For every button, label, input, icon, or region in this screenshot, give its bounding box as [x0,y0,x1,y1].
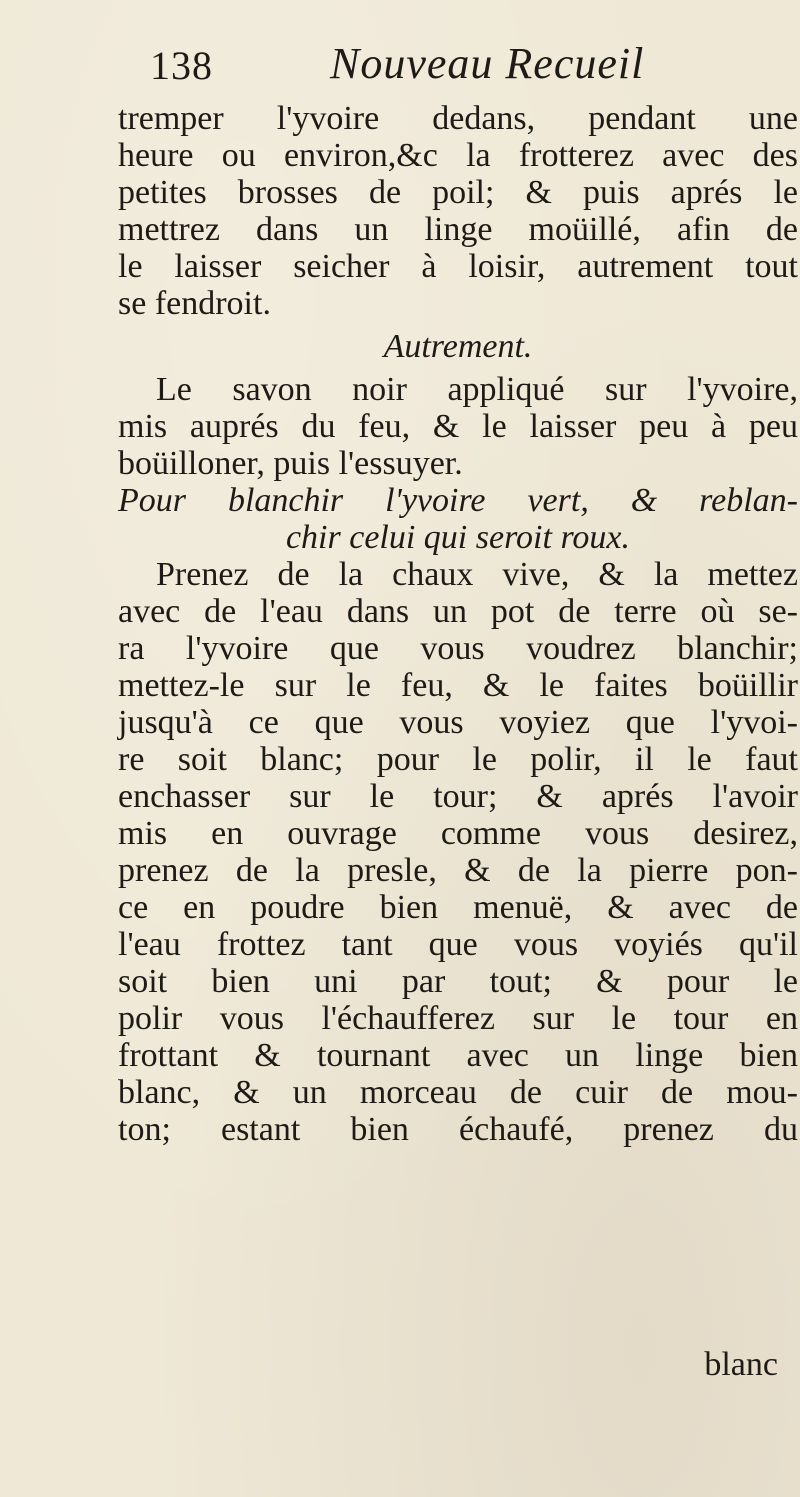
text-line: mettez-le sur le feu, & le faites boüillir [118,667,798,704]
text-line: blanc, & un morceau de cuir de mou- [118,1074,798,1111]
text-block [118,100,798,1148]
catchword: blanc [704,1346,778,1383]
text-line: re soit blanc; pour le polir, il le faut [118,741,798,778]
text-line: boüilloner, puis l'essuyer. [118,445,463,482]
text-line: heure ou environ,&c la frotterez avec des [118,137,798,174]
text-line: prenez de la presle, & de la pierre pon- [118,852,798,889]
text-line: petites brosses de poil; & puis aprés le [118,174,798,211]
text-line: le laisser seicher à loisir, autrement tout [118,248,798,285]
text-line: ra l'yvoire que vous voudrez blanchir; [118,630,798,667]
text-line: se fendroit. [118,285,271,322]
text-line: frottant & tournant avec un linge bien [118,1037,798,1074]
text-line: Le savon noir appliqué sur l'yvoire, [156,371,798,408]
text-line: enchasser sur le tour; & aprés l'avoir [118,778,798,815]
text-line: soit bien uni par tout; & pour le [118,963,798,1000]
text-line: ton; estant bien échaufé, prenez du [118,1111,798,1148]
text-line: mis en ouvrage comme vous desirez, [118,815,798,852]
running-head: Nouveau Recueil [330,39,645,88]
text-line: mis auprés du feu, & le laisser peu à peu [118,408,798,445]
text-line: l'eau frottez tant que vous voyiés qu'il [118,926,798,963]
section-heading: Pour blanchir l'yvoire vert, & reblan- [118,482,798,519]
text-line: mettrez dans un linge moüillé, afin de [118,211,798,248]
page-number: 138 [150,43,213,88]
page-header [150,38,710,98]
section-heading: Autrement. [383,328,533,365]
text-line: avec de l'eau dans un pot de terre où se- [118,593,798,630]
text-line: jusqu'à ce que vous voyiez que l'yvoi- [118,704,798,741]
section-heading: chir celui qui seroit roux. [285,519,631,556]
text-line: polir vous l'échaufferez sur le tour en [118,1000,798,1037]
text-line: tremper l'yvoire dedans, pendant une [118,100,798,137]
text-line: ce en poudre bien menuë, & avec de [118,889,798,926]
text-line: Prenez de la chaux vive, & la mettez [156,556,798,593]
